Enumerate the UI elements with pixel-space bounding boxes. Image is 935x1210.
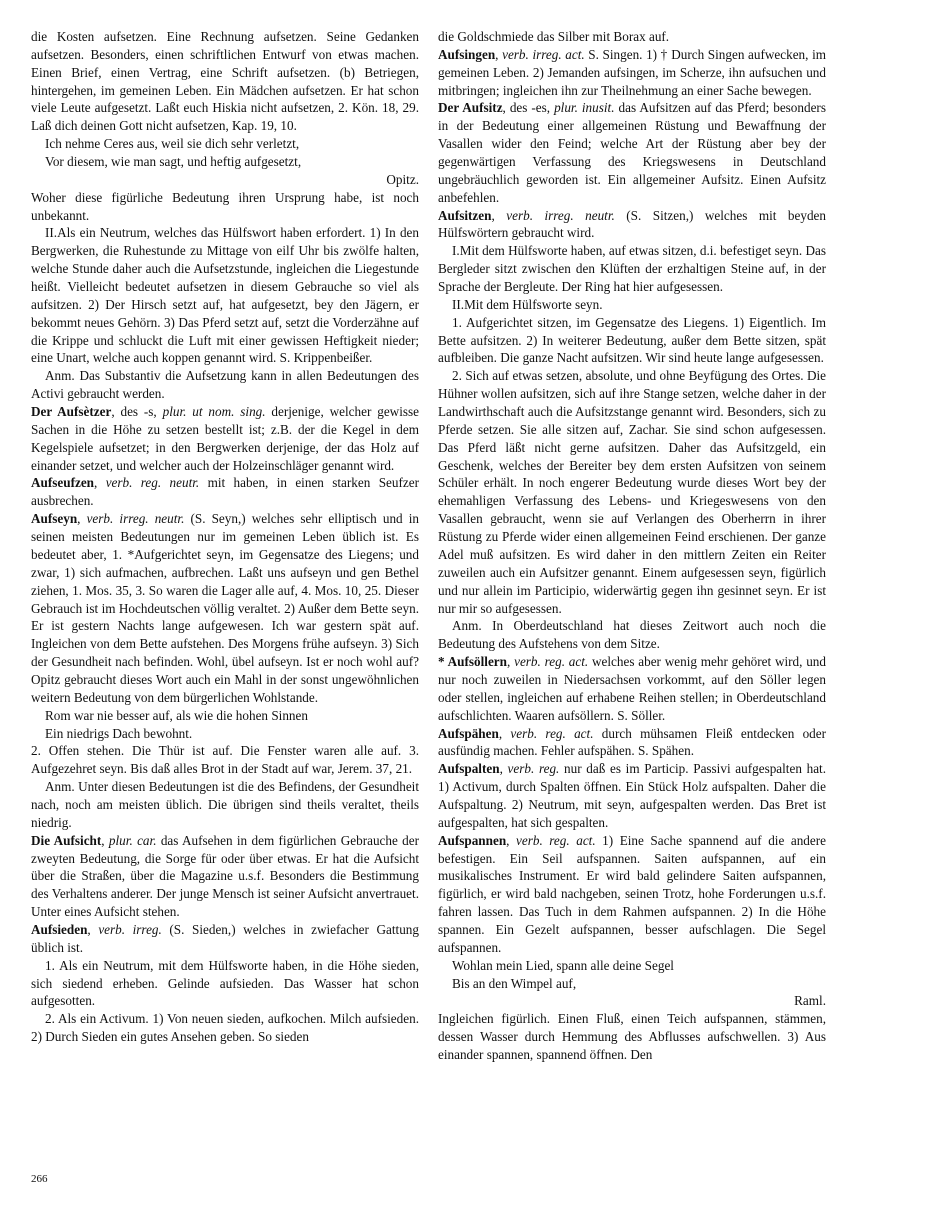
indented-paragraph: I.Mit dem Hülfsworte haben, auf etwas sitzen, d.i. befestiget seyn. Das Bergleder sitzt zwischen den Klüften der erzhaltigen Steine auf, in der Sprache der Bergleute. Der Ring hat hier aufgesessen. [438,243,826,295]
paragraph: Ingleichen figürlich. Einen Fluß, einen Teich aufspannen, stämmen, dessen Wasser durch Hemmung des Abflusses aufschwellen. 3) Aus einander spannen, spannend öffnen. Den [438,1011,826,1062]
entry-grammar: verb. reg. act. [516,832,596,848]
entry-grammar: verb. reg. neutr. [105,475,200,491]
indented-paragraph: Anm. Das Substantiv die Aufsetzung kann in allen Bedeutungen des Activi gebraucht werden. [31,368,419,402]
entry-prefix: , [77,511,87,527]
verse-source: Raml. [794,993,826,1009]
verse-line: Ein niedrigs Dach bewohnt. [45,725,193,741]
paragraph: Woher diese figürliche Bedeutung ihren Ursprung habe, ist noch unbekannt. [31,189,419,223]
entry-prefix: , [491,207,507,223]
entry-prefix: , [495,46,503,62]
indented-paragraph: II.Als ein Neutrum, welches das Hülfswort haben erfordert. 1) In den Bergwerken, die Ruhestunde zu Mittage von eilf Uhr bis zwölfe halten, welche Stunde daher auch die Aufsetzstunde, ingleichen die Liegestunde heißt. Vielleicht bedeutet aufsetzen in diesem Gebrauche so viel als aufsitzen. 2) Der Hirsch setzt auf, hat aufgesetzt, bey den Jägern, er bekommt neues Gehörn. 3) Das Pferd setzt auf, setzt die Vorderzähne auf die Krippe und schluckt die Luft mit einer gewissen Heftigkeit nieder; eine Unart, welche auch koppen genannt wird. S. Krippenbeißer. [31,225,419,366]
dictionary-entry [438,760,826,831]
verse-line: Wohlan mein Lied, spann alle deine Segel [452,957,674,973]
entry-grammar: plur. inusit. [554,100,615,116]
entry-grammar: verb. reg. act. [510,725,594,741]
paragraph: die Kosten aufsetzen. Eine Rechnung aufsetzen. Seine Gedanken aufsetzen. Besonders, einen schriftlichen Entwurf von etwas machen. Einen Brief, einen Vertrag, eine Schrift aufsetzen. (b) Betriegen, hintergehen, im gemeinen Leben. Ein Mädchen aufsetzen. Er hat schon viele Leute aufgesetzt. Laßt euch Hiskia nicht aufsetzen, 2. Kön. 18, 29. Laß dich deinen Gott nicht aufsetzen, Kap. 19, 10. [31,29,419,134]
dictionary-entry [31,510,419,706]
dictionary-entry [31,921,419,957]
entry-definition: S. Singen. 1) † Durch Singen aufwecken, im gemeinen Leben. 2) Jemanden aufsingen, im Scherze, ihn aufsuchen und mitbringen; ingleichen ihn zur Theilnehmung an einer Sache bewegen. [438,46,826,98]
entry-definition: das Aufsehen in dem figürlichen Gebrauche der zweyten Bedeutung, die Sorge für oder über etwas. Er hat die Aufsicht über die Straßen, über die Magazine u.s.f. Besonders die Bestimmung des Verhaltens anderer. Der junge Mensch ist seiner Aufsicht anvertrauet. Unter eines Aufsicht stehen. [31,832,420,920]
entry-headword: Aufspannen [438,832,507,848]
indented-paragraph: 1. Aufgerichtet sitzen, im Gegensatze des Liegens. 1) Eigentlich. Im Bette aufsitzen. 2) In weiterer Bedeutung, außer dem Bette sitzen, spät aufbleiben. Die ganze Nacht aufsitzen. Wir sind heute lange aufgesessen. [438,314,826,366]
entry-grammar: plur. ut nom. sing. [162,404,266,420]
indented-paragraph: Anm. In Oberdeutschland hat dieses Zeitwort auch noch die Bedeutung des Aufstehens von dem Sitze. [438,618,826,652]
left-column [31,28,419,1046]
entry-prefix: , [507,654,515,670]
page-number: 266 [31,1173,48,1185]
entry-grammar: verb. reg. act. [514,654,589,670]
indented-paragraph: 2. Sich auf etwas setzen, absolute, und ohne Beyfügung des Ortes. Die Hühner wollen aufsitzen, sich auf ihre Stange setzen, welche daher in der Landwirthschaft auch die Aufsitzstange genannt wird. Besonders, sich zu Pferde setzen. Sie alle sitzen auf, Zachar. Sie sind schon aufgesessen. Das Pferd läßt nicht gerne aufsitzen. Daher das Aufsitzgeld, ein Geschenk, welches der Bereiter bey dem ersten Aufsitzen von seinem Schüler erhält. In noch engerer Bedeutung wurde dieses Wort bey der ehemahligen Verfassung des Lebens- und Kriegeswesens von den Vasallen gebraucht, wenn sie auf Verlangen des Oberherrn in ihrer Rüstung zu Pferde wider einen allgemeinen Feind erschienen. Der ganze Adel muß aufsitzen. Es wird daher in den mittlern Zeiten ein Reiter zuweilen auch ein Aufsitzer genannt. Einem aufgesessen seyn, figürlich und nur allein im Participio, widerwärtig gegen ihn gesinnet seyn. Er ist nur mir so aufgesessen. [438,368,826,616]
entry-prefix: , des -es, [502,100,555,116]
entry-prefix: , [101,832,109,848]
entry-grammar: verb. irreg. [98,921,162,937]
entry-definition: (S. Sieden,) welches in zwiefacher Gattung üblich ist. [31,921,419,955]
entry-definition: (S. Seyn,) welches sehr elliptisch und in seinen meisten Bedeutungen nur im gemeinen Leben üblich ist. Es bedeutet aber, 1. *Aufgerichtet seyn, im Gegensatze des Liegens; und zwar, 1) sich aufmachen, aufbrechen. Laßt uns aufseyn und gen Bethel ziehen, 1. Mos. 35, 3. So waren die Lager alle auf, 4. Mos. 10, 25. Dieser Gebrauch ist im Hochdeutschen völlig veraltet. 2) Außer dem Bette seyn. Er ist gestern Nachts lange aufgewesen. Ich war gestern spät auf. Ingleichen von dem Bette aufstehen. Des Morgens frühe aufseyn. 3) Sich der Gesundheit nach befinden. Wohl, übel aufseyn. Ist er noch wohl auf? Opitz gebraucht dieses Wort auch ein Mahl in der sonst ungewöhnlichen weitern Bedeutung von dem bürgerlichen Wohlstande. [31,511,420,705]
entry-headword: Der Aufsitz [438,100,503,116]
entry-prefix: , des -s, [111,404,163,420]
entry-grammar: verb. irreg. neutr. [86,511,185,527]
indented-paragraph: 2. Als ein Activum. 1) Von neuen sieden, aufkochen. Milch aufsieden. 2) Durch Sieden ein gutes Ansehen geben. So sieden [31,1011,419,1045]
dictionary-entry [438,653,826,724]
verse-line: Bis an den Wimpel auf, [452,975,577,991]
entry-headword: Aufsieden [31,921,88,937]
entry-prefix: , [87,921,99,937]
entry-prefix: , [499,761,508,777]
entry-headword: Aufsitzen [438,207,492,223]
entry-grammar: plur. car. [108,832,157,848]
entry-headword: Die Aufsicht [31,832,102,848]
entry-definition: (S. Sitzen,) welches mit beyden Hülfswörtern gebraucht wird. [438,207,826,241]
entry-definition: durch mühsamen Fleiß entdecken oder ausfündig machen. Fehler aufspähen. S. Spähen. [438,725,827,759]
entry-definition: welches aber wenig mehr gehöret wird, und nur noch zuweilen in Niedersachsen vorkommt, auf den Söller legen oder stellen, ingleichen auf erhabene Reihen stellen; in Oberdeutschland aufschlichten. Waaren aufsöllern. S. Söller. [438,654,826,723]
entry-grammar: verb. irreg. act. [502,46,585,62]
paragraph: die Goldschmiede das Silber mit Borax auf. [438,29,670,44]
verse-source: Opitz. [386,171,419,187]
paragraph: 2. Offen stehen. Die Thür ist auf. Die Fenster waren alle auf. 3. Aufgezehret seyn. Bis daß alles Brot in der Stadt auf war, Jerem. 37, 21. [31,743,419,777]
entry-headword: * Aufsöllern [438,654,507,670]
entry-grammar: verb. reg. [507,761,560,777]
entry-headword: Aufseufzen [31,475,95,491]
entry-prefix: , [498,725,511,741]
dictionary-entry [438,832,826,957]
dictionary-entry [438,46,826,100]
entry-definition: das Aufsitzen auf das Pferd; besonders in der Bedeutung einer allgemeinen Rüstung und Bewaffnung der Vasallen wider den Feind; welche Art der Rüstung aber bey der gegenwärtigen Verfassung des Kriegswesens in Deutschland ungebräuchlich geworden ist. Ein allgemeiner Aufsitz. Einen Aufsitz anbefehlen. [438,100,826,205]
entry-definition: 1) Eine Sache spannend auf die andere befestigen. Ein Seil aufspannen. Saiten aufspannen, auf ein musikalisches Instrument. Er wird bald gelindere Saiten aufspannen, figürlich, er wird bald nachgeben, seinen Trotz, hohe Forderungen u.s.f. fahren lassen. Das Tuch in dem Rahmen aufspannen. 2) In die Höhe spannen. Ein Gezelt aufspannen, besser aufschlagen. Die Segel aufspannen. [438,832,826,955]
verse-line: Rom war nie besser auf, als wie die hohen Sinnen [45,707,308,723]
verse-line: Ich nehme Ceres aus, weil sie dich sehr verletzt, [45,136,300,152]
entry-headword: Aufspähen [438,725,499,741]
entry-headword: Aufseyn [31,511,78,527]
indented-paragraph: 1. Als ein Neutrum, mit dem Hülfsworte haben, in die Höhe sieden, sich siedend erheben. Gelinde aufsieden. Das Wasser hat schon aufgesotten. [31,957,419,1009]
entry-headword: Aufsingen [438,46,496,62]
verse-line: Vor diesem, wie man sagt, und heftig aufgesetzt, [45,154,302,170]
dictionary-entry [438,99,826,206]
entry-definition: derjenige, welcher gewisse Sachen in die Höhe zu setzen bestellt ist; z.B. der die Kegel in dem Kegelspiele aufsetzet; in den Bergwerken derjenige, der das Holz auf einander setzet, und welcher auch der Holzeinschläger genannt wird. [31,404,419,473]
indented-paragraph: II.Mit dem Hülfsworte seyn. [452,296,603,312]
entry-grammar: verb. irreg. neutr. [506,207,615,223]
entry-definition: mit haben, in einen starken Seufzer ausbrechen. [31,475,419,509]
dictionary-entry [438,725,826,761]
dictionary-entry [31,832,419,921]
entry-prefix: , [506,832,517,848]
entry-definition: nur daß es im Particip. Passivi aufgespalten hat. 1) Activum, durch Spalten öffnen. Ein Stück Holz aufspalten. Daher die Aufspaltung. 2) Neutrum, mit seyn, aufgespalten werden. Das Bret ist aufgespalten, hat sich gespalten. [438,761,827,830]
right-column [438,28,826,1064]
entry-headword: Aufspalten [438,761,500,777]
indented-paragraph: Anm. Unter diesen Bedeutungen ist die des Befindens, der Gesundheit nach, noch am meisten üblich. Die übrigen sind theils veraltet, theils niedrig. [31,779,419,830]
dictionary-entry [438,207,826,243]
entry-prefix: , [94,475,106,491]
dictionary-entry [31,403,419,474]
dictionary-entry [31,474,419,510]
entry-headword: Der Aufsètzer [31,404,112,420]
